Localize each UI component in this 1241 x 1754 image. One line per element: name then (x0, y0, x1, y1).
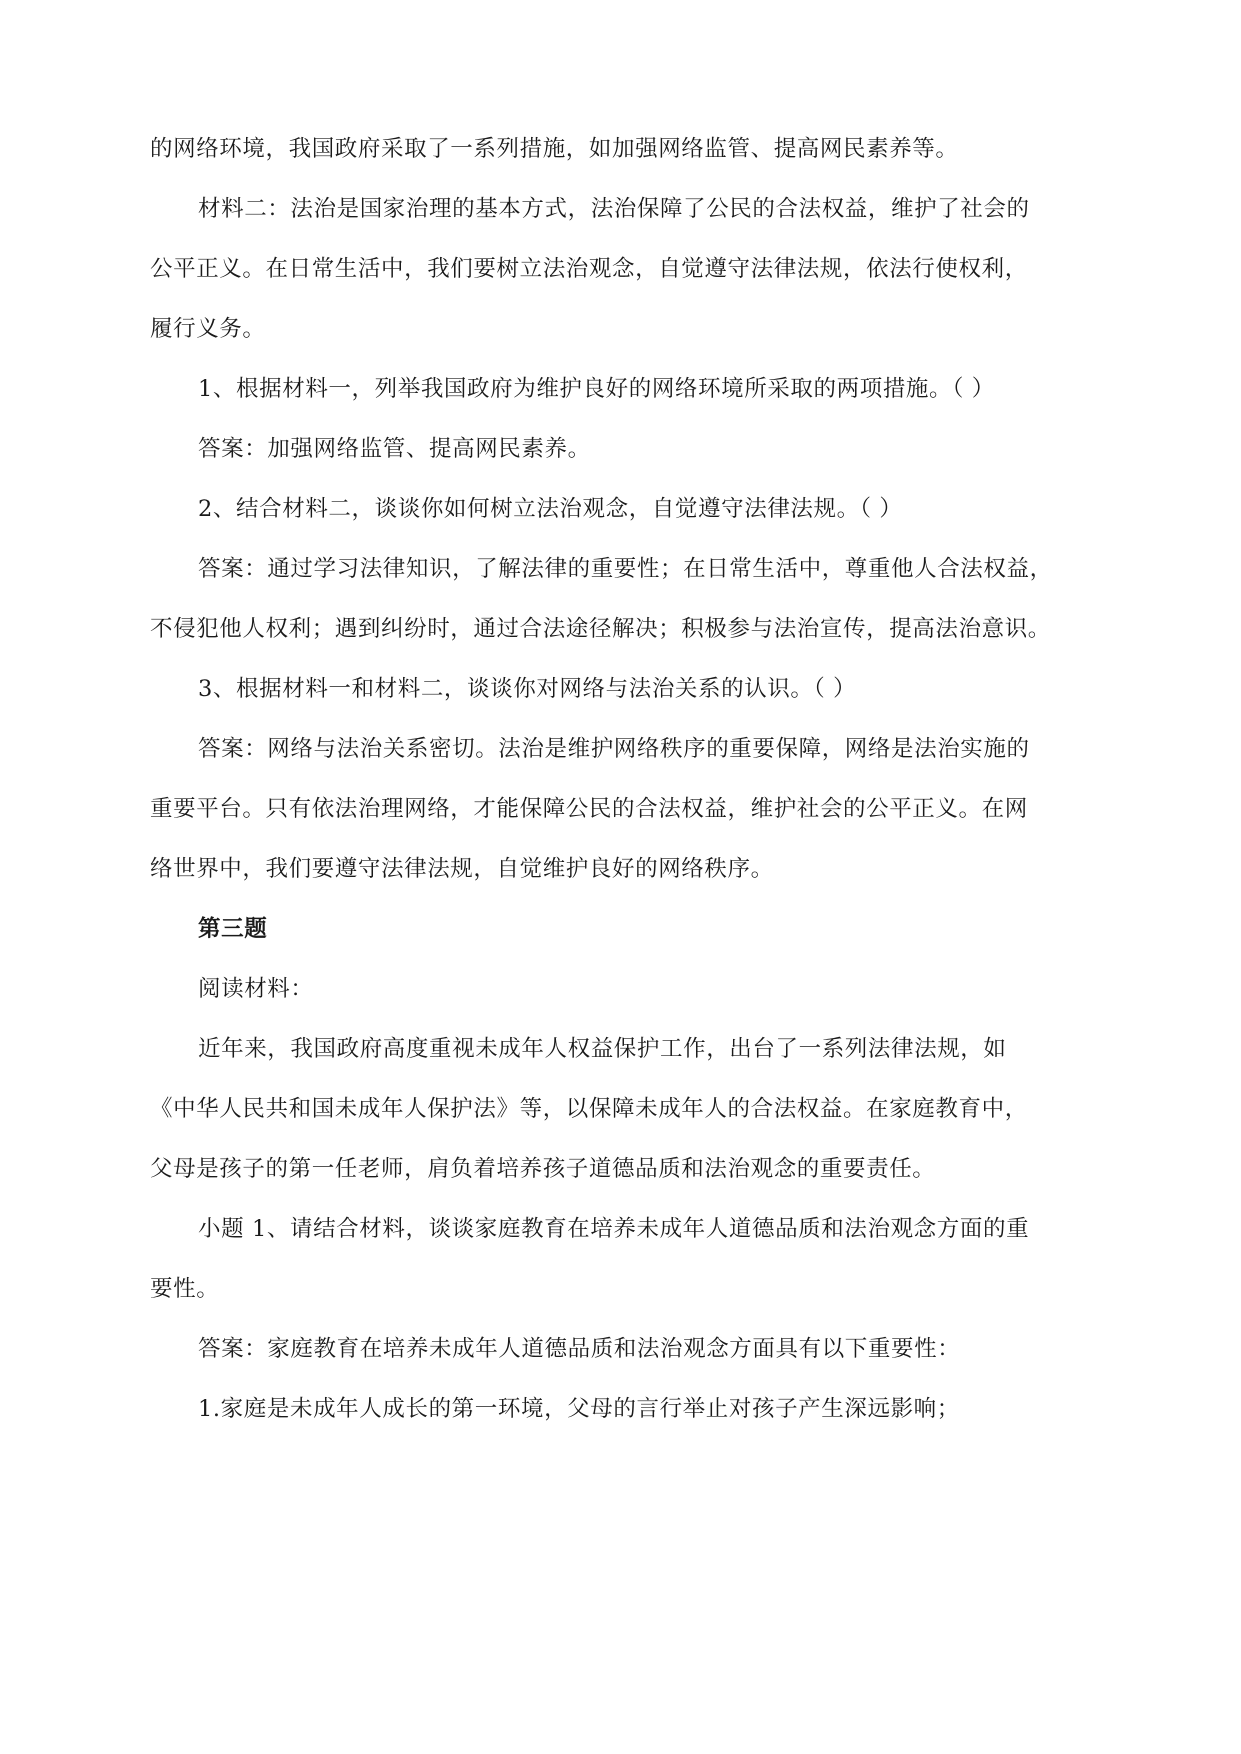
answer-line: 答案：家庭教育在培养未成年人道德品质和法治观念方面具有以下重要性： (198, 1336, 961, 1362)
text-line: 履行义务。 (150, 316, 266, 342)
answer-line: 答案：通过学习法律知识，了解法律的重要性；在日常生活中，尊重他人合法权益， (198, 556, 1053, 582)
text-line: 重要平台。只有依法治理网络，才能保障公民的合法权益，维护社会的公平正义。在网 (150, 796, 1028, 822)
text-line: 阅读材料： (198, 976, 314, 1002)
answer-line: 答案：网络与法治关系密切。法治是维护网络秩序的重要保障，网络是法治实施的 (198, 736, 1030, 762)
text-line: 络世界中，我们要遵守法律法规，自觉维护良好的网络秩序。 (150, 856, 774, 882)
text-line: 公平正义。在日常生活中，我们要树立法治观念，自觉遵守法律法规，依法行使权利， (150, 256, 1028, 282)
list-item: 1.家庭是未成年人成长的第一环境，父母的言行举止对孩子产生深远影响； (198, 1396, 960, 1422)
text-line: 的网络环境，我国政府采取了一系列措施，如加强网络监管、提高网民素养等。 (150, 136, 959, 162)
text-line: 要性。 (150, 1276, 220, 1302)
question-line: 2、结合材料二，谈谈你如何树立法治观念，自觉遵守法律法规。（ ） (198, 496, 903, 522)
question-line: 小题 1、请结合材料，谈谈家庭教育在培养未成年人道德品质和法治观念方面的重 (198, 1216, 1030, 1242)
text-line: 不侵犯他人权利；遇到纠纷时，通过合法途径解决；积极参与法治宣传，提高法治意识。 (150, 616, 1051, 642)
question-line: 3、根据材料一和材料二，谈谈你对网络与法治关系的认识。（ ） (198, 676, 857, 702)
question-line: 1、根据材料一，列举我国政府为维护良好的网络环境所采取的两项措施。（ ） (198, 376, 995, 402)
section-heading: 第三题 (198, 916, 268, 942)
text-line: 材料二：法治是国家治理的基本方式，法治保障了公民的合法权益，维护了社会的 (198, 196, 1030, 222)
text-line: 父母是孩子的第一任老师，肩负着培养孩子道德品质和法治观念的重要责任。 (150, 1156, 936, 1182)
answer-line: 答案：加强网络监管、提高网民素养。 (198, 436, 591, 462)
text-line: 近年来，我国政府高度重视未成年人权益保护工作，出台了一系列法律法规，如 (198, 1036, 1007, 1062)
text-line: 《中华人民共和国未成年人保护法》等，以保障未成年人的合法权益。在家庭教育中， (150, 1096, 1028, 1122)
